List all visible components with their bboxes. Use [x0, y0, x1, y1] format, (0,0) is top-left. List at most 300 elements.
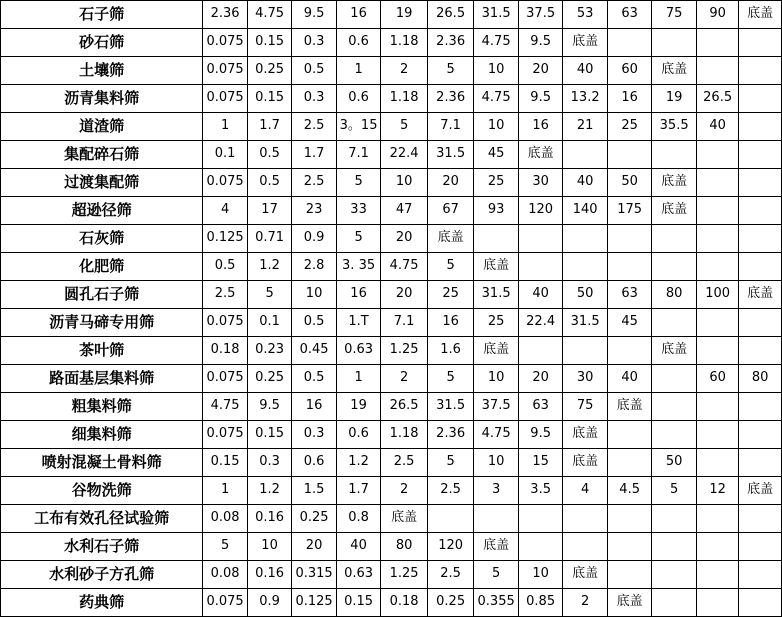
empty-cell [739, 85, 782, 113]
sieve-size-cell: 0.23 [247, 337, 292, 365]
sieve-size-cell: 0.3 [247, 449, 292, 477]
sieve-size-cell: 5 [336, 169, 381, 197]
sieve-size-cell: 2.5 [203, 281, 248, 309]
empty-cell [696, 505, 738, 533]
sieve-size-cell: 10 [292, 281, 337, 309]
sieve-size-cell: 0.075 [203, 309, 248, 337]
sieve-size-cell: 0.9 [247, 589, 292, 617]
table-row [1, 505, 782, 533]
sieve-size-cell: 0.25 [247, 365, 292, 393]
empty-cell [563, 141, 608, 169]
empty-cell [518, 225, 563, 253]
sieve-size-cell: 4.75 [474, 29, 519, 57]
sieve-size-cell: 0.3 [292, 85, 337, 113]
sieve-size-cell: 23 [292, 197, 337, 225]
sieve-size-cell: 10 [247, 533, 292, 561]
sieve-size-cell: 底盖 [381, 505, 428, 533]
sieve-size-cell: 20 [381, 281, 428, 309]
empty-cell [696, 561, 738, 589]
sieve-size-cell: 16 [427, 309, 474, 337]
table-row [1, 281, 782, 309]
table-row [1, 29, 782, 57]
sieve-size-cell: 33 [336, 197, 381, 225]
sieve-size-cell: 0.25 [292, 505, 337, 533]
sieve-size-cell: 0.075 [203, 169, 248, 197]
sieve-size-cell: 1.2 [247, 253, 292, 281]
sieve-size-cell: 1.25 [381, 337, 428, 365]
sieve-size-cell: 0.1 [247, 309, 292, 337]
sieve-size-cell: 0.08 [203, 505, 248, 533]
sieve-size-cell: 22.4 [381, 141, 428, 169]
empty-cell [696, 169, 738, 197]
sieve-size-cell: 67 [427, 197, 474, 225]
empty-cell [696, 29, 738, 57]
sieve-size-cell: 90 [696, 1, 738, 29]
sieve-type-label: 工布有效孔径试验筛 [1, 505, 203, 533]
sieve-size-cell: 1.18 [381, 85, 428, 113]
empty-cell [607, 449, 652, 477]
sieve-type-label: 细集料筛 [1, 421, 203, 449]
table-row [1, 85, 782, 113]
sieve-size-cell: 4.75 [474, 421, 519, 449]
sieve-size-cell: 40 [336, 533, 381, 561]
sieve-size-cell: 30 [518, 169, 563, 197]
empty-cell [696, 393, 738, 421]
sieve-size-cell: 120 [427, 533, 474, 561]
sieve-size-cell: 1 [336, 57, 381, 85]
sieve-size-cell: 10 [518, 561, 563, 589]
sieve-size-cell: 19 [336, 393, 381, 421]
table-row [1, 589, 782, 617]
sieve-size-cell: 5 [427, 365, 474, 393]
sieve-size-cell: 0.075 [203, 85, 248, 113]
sieve-size-cell: 底盖 [652, 337, 697, 365]
empty-cell [652, 561, 697, 589]
sieve-size-cell: 3。15 [336, 113, 381, 141]
table-row [1, 253, 782, 281]
empty-cell [739, 393, 782, 421]
sieve-size-cell: 2 [563, 589, 608, 617]
sieve-type-label: 超逊径筛 [1, 197, 203, 225]
sieve-size-cell: 26.5 [696, 85, 738, 113]
sieve-size-cell: 19 [381, 1, 428, 29]
sieve-size-cell: 40 [518, 281, 563, 309]
sieve-size-cell: 1.7 [336, 477, 381, 505]
empty-cell [696, 141, 738, 169]
sieve-size-cell: 45 [607, 309, 652, 337]
sieve-type-label: 沥青马碲专用筛 [1, 309, 203, 337]
empty-cell [696, 337, 738, 365]
sieve-size-cell: 0.63 [336, 561, 381, 589]
empty-cell [474, 225, 519, 253]
sieve-size-cell: 9.5 [518, 29, 563, 57]
sieve-size-cell: 0.63 [336, 337, 381, 365]
empty-cell [696, 57, 738, 85]
sieve-size-cell: 2.36 [427, 85, 474, 113]
sieve-size-cell: 4 [203, 197, 248, 225]
sieve-type-label: 化肥筛 [1, 253, 203, 281]
table-row [1, 197, 782, 225]
sieve-size-cell: 1.7 [292, 141, 337, 169]
sieve-size-cell: 0.6 [336, 29, 381, 57]
sieve-size-cell: 0.71 [247, 225, 292, 253]
sieve-size-cell: 底盖 [474, 533, 519, 561]
empty-cell [696, 197, 738, 225]
empty-cell [739, 337, 782, 365]
empty-cell [518, 505, 563, 533]
sieve-size-cell: 1.2 [336, 449, 381, 477]
empty-cell [739, 141, 782, 169]
sieve-size-cell: 10 [474, 57, 519, 85]
sieve-size-cell: 0.85 [518, 589, 563, 617]
sieve-size-cell: 17 [247, 197, 292, 225]
empty-cell [563, 505, 608, 533]
sieve-size-cell: 1.T [336, 309, 381, 337]
empty-cell [696, 421, 738, 449]
sieve-size-cell: 63 [607, 1, 652, 29]
sieve-size-cell: 2 [381, 477, 428, 505]
sieve-size-cell: 80 [652, 281, 697, 309]
sieve-size-cell: 底盖 [563, 449, 608, 477]
sieve-size-cell: 93 [474, 197, 519, 225]
sieve-size-cell: 2 [381, 57, 428, 85]
sieve-size-cell: 2.5 [427, 477, 474, 505]
empty-cell [607, 225, 652, 253]
sieve-size-cell: 37.5 [474, 393, 519, 421]
sieve-size-cell: 50 [607, 169, 652, 197]
empty-cell [652, 365, 697, 393]
empty-cell [607, 141, 652, 169]
sieve-size-cell: 0.075 [203, 365, 248, 393]
sieve-size-cell: 0.25 [427, 589, 474, 617]
empty-cell [607, 421, 652, 449]
empty-cell [607, 253, 652, 281]
sieve-size-cell: 0.15 [336, 589, 381, 617]
sieve-size-cell: 19 [652, 85, 697, 113]
table-row [1, 337, 782, 365]
sieve-size-cell: 80 [739, 365, 782, 393]
sieve-size-cell: 底盖 [607, 589, 652, 617]
sieve-size-cell: 底盖 [652, 57, 697, 85]
sieve-size-cell: 2.5 [381, 449, 428, 477]
empty-cell [739, 421, 782, 449]
sieve-size-cell: 0.15 [247, 29, 292, 57]
empty-cell [607, 337, 652, 365]
sieve-size-cell: 16 [292, 393, 337, 421]
sieve-size-cell: 4.75 [474, 85, 519, 113]
empty-cell [739, 561, 782, 589]
empty-cell [739, 29, 782, 57]
empty-cell [696, 309, 738, 337]
table-row [1, 533, 782, 561]
sieve-size-cell: 20 [427, 169, 474, 197]
sieve-size-cell: 1.18 [381, 29, 428, 57]
sieve-size-cell: 0.1 [203, 141, 248, 169]
sieve-size-cell: 20 [518, 57, 563, 85]
sieve-type-label: 过渡集配筛 [1, 169, 203, 197]
empty-cell [563, 533, 608, 561]
sieve-size-cell: 50 [563, 281, 608, 309]
sieve-size-cell: 75 [652, 1, 697, 29]
sieve-size-cell: 底盖 [427, 225, 474, 253]
sieve-size-cell: 2.36 [427, 421, 474, 449]
sieve-size-cell: 2.5 [292, 113, 337, 141]
sieve-size-cell: 底盖 [474, 253, 519, 281]
table-body [1, 1, 782, 617]
sieve-type-label: 集配碎石筛 [1, 141, 203, 169]
sieve-size-cell: 40 [696, 113, 738, 141]
sieve-size-cell: 0.125 [292, 589, 337, 617]
sieve-size-cell: 30 [563, 365, 608, 393]
sieve-size-cell: 1 [203, 113, 248, 141]
empty-cell [607, 29, 652, 57]
sieve-size-cell: 1.6 [427, 337, 474, 365]
sieve-size-cell: 120 [518, 197, 563, 225]
empty-cell [652, 533, 697, 561]
sieve-size-cell: 80 [381, 533, 428, 561]
sieve-type-label: 土壤筛 [1, 57, 203, 85]
sieve-size-cell: 0.315 [292, 561, 337, 589]
sieve-size-cell: 底盖 [739, 281, 782, 309]
sieve-size-cell: 0.125 [203, 225, 248, 253]
empty-cell [607, 533, 652, 561]
sieve-size-cell: 底盖 [739, 477, 782, 505]
sieve-size-cell: 31.5 [427, 141, 474, 169]
sieve-size-cell: 0.18 [381, 589, 428, 617]
sieve-size-cell: 0.3 [292, 29, 337, 57]
empty-cell [652, 505, 697, 533]
empty-cell [652, 253, 697, 281]
sieve-size-cell: 底盖 [518, 141, 563, 169]
sieve-type-label: 茶叶筛 [1, 337, 203, 365]
sieve-size-cell: 140 [563, 197, 608, 225]
sieve-size-cell: 4.75 [203, 393, 248, 421]
sieve-size-cell: 31.5 [474, 281, 519, 309]
sieve-size-cell: 31.5 [474, 1, 519, 29]
sieve-size-cell: 3.5 [518, 477, 563, 505]
sieve-size-cell: 4.75 [381, 253, 428, 281]
sieve-size-cell: 37.5 [518, 1, 563, 29]
sieve-size-cell: 5 [203, 533, 248, 561]
sieve-size-cell: 7.1 [336, 141, 381, 169]
sieve-size-cell: 16 [336, 281, 381, 309]
table-row [1, 309, 782, 337]
table-row [1, 449, 782, 477]
sieve-size-cell: 9.5 [518, 421, 563, 449]
sieve-type-label: 水利石子筛 [1, 533, 203, 561]
sieve-size-cell: 1 [203, 477, 248, 505]
empty-cell [696, 253, 738, 281]
table-row [1, 113, 782, 141]
sieve-size-cell: 26.5 [381, 393, 428, 421]
empty-cell [652, 309, 697, 337]
sieve-size-cell: 5 [427, 57, 474, 85]
empty-cell [739, 225, 782, 253]
sieve-size-cell: 175 [607, 197, 652, 225]
sieve-size-cell: 1.2 [247, 477, 292, 505]
sieve-size-cell: 3. 35 [336, 253, 381, 281]
empty-cell [607, 505, 652, 533]
sieve-size-cell: 0.8 [336, 505, 381, 533]
sieve-type-label: 沥青集料筛 [1, 85, 203, 113]
sieve-size-cell: 10 [474, 449, 519, 477]
empty-cell [739, 113, 782, 141]
empty-cell [518, 533, 563, 561]
sieve-size-cell: 20 [518, 365, 563, 393]
sieve-size-cell: 0.5 [247, 141, 292, 169]
empty-cell [696, 589, 738, 617]
sieve-size-cell: 0.9 [292, 225, 337, 253]
sieve-size-cell: 0.25 [247, 57, 292, 85]
sieve-size-cell: 0.15 [247, 85, 292, 113]
empty-cell [518, 337, 563, 365]
empty-cell [739, 309, 782, 337]
sieve-size-cell: 22.4 [518, 309, 563, 337]
sieve-size-cell: 0.15 [203, 449, 248, 477]
sieve-size-cell: 5 [427, 253, 474, 281]
empty-cell [607, 561, 652, 589]
sieve-size-cell: 4.5 [607, 477, 652, 505]
sieve-size-cell: 40 [563, 169, 608, 197]
sieve-size-cell: 2.8 [292, 253, 337, 281]
empty-cell [652, 589, 697, 617]
sieve-size-cell: 31.5 [563, 309, 608, 337]
sieve-size-cell: 1 [336, 365, 381, 393]
sieve-type-label: 谷物洗筛 [1, 477, 203, 505]
sieve-size-cell: 底盖 [563, 29, 608, 57]
sieve-size-cell: 0.45 [292, 337, 337, 365]
sieve-size-cell: 5 [336, 225, 381, 253]
sieve-size-cell: 0.5 [203, 253, 248, 281]
table-row [1, 57, 782, 85]
empty-cell [563, 253, 608, 281]
empty-cell [739, 57, 782, 85]
empty-cell [739, 449, 782, 477]
table-row [1, 141, 782, 169]
sieve-size-cell: 10 [474, 113, 519, 141]
sieve-size-cell: 25 [427, 281, 474, 309]
sieve-size-cell: 53 [563, 1, 608, 29]
sieve-size-cell: 100 [696, 281, 738, 309]
sieve-size-cell: 9.5 [518, 85, 563, 113]
sieve-size-cell: 0.5 [292, 57, 337, 85]
sieve-type-label: 粗集料筛 [1, 393, 203, 421]
sieve-size-cell: 50 [652, 449, 697, 477]
sieve-type-label: 石子筛 [1, 1, 203, 29]
sieve-type-label: 喷射混凝土骨料筛 [1, 449, 203, 477]
sieve-size-cell: 0.6 [336, 421, 381, 449]
sieve-size-cell: 0.075 [203, 29, 248, 57]
sieve-size-cell: 7.1 [381, 309, 428, 337]
sieve-size-cell: 15 [518, 449, 563, 477]
sieve-size-cell: 9.5 [292, 1, 337, 29]
sieve-size-cell: 7.1 [427, 113, 474, 141]
empty-cell [474, 505, 519, 533]
sieve-size-cell: 底盖 [474, 337, 519, 365]
sieve-size-cell: 26.5 [427, 1, 474, 29]
sieve-size-cell: 9.5 [247, 393, 292, 421]
sieve-size-cell: 底盖 [563, 421, 608, 449]
sieve-size-cell: 底盖 [563, 561, 608, 589]
empty-cell [652, 141, 697, 169]
empty-cell [696, 225, 738, 253]
sieve-size-cell: 5 [474, 561, 519, 589]
empty-cell [739, 589, 782, 617]
empty-cell [518, 253, 563, 281]
sieve-size-cell: 5 [427, 449, 474, 477]
empty-cell [563, 225, 608, 253]
table-row [1, 561, 782, 589]
sieve-type-label: 道渣筛 [1, 113, 203, 141]
sieve-size-cell: 5 [381, 113, 428, 141]
sieve-size-cell: 63 [518, 393, 563, 421]
empty-cell [652, 29, 697, 57]
sieve-size-cell: 0.3 [292, 421, 337, 449]
sieve-size-cell: 10 [381, 169, 428, 197]
sieve-size-cell: 5 [652, 477, 697, 505]
sieve-size-cell: 0.16 [247, 561, 292, 589]
sieve-size-cell: 0.6 [292, 449, 337, 477]
empty-cell [652, 421, 697, 449]
empty-cell [739, 169, 782, 197]
sieve-size-cell: 0.08 [203, 561, 248, 589]
sieve-type-label: 砂石筛 [1, 29, 203, 57]
sieve-size-cell: 底盖 [652, 169, 697, 197]
empty-cell [739, 505, 782, 533]
sieve-size-cell: 75 [563, 393, 608, 421]
sieve-size-cell: 47 [381, 197, 428, 225]
sieve-size-cell: 40 [563, 57, 608, 85]
sieve-size-cell: 12 [696, 477, 738, 505]
empty-cell [652, 225, 697, 253]
sieve-size-cell: 21 [563, 113, 608, 141]
sieve-size-cell: 0.075 [203, 57, 248, 85]
sieve-size-cell: 25 [607, 113, 652, 141]
sieve-size-cell: 1.7 [247, 113, 292, 141]
sieve-size-cell: 63 [607, 281, 652, 309]
sieve-size-cell: 31.5 [427, 393, 474, 421]
empty-cell [739, 533, 782, 561]
table-row [1, 169, 782, 197]
sieve-size-cell: 0.5 [247, 169, 292, 197]
sieve-size-cell: 3 [474, 477, 519, 505]
sieve-type-label: 水利砂子方孔筛 [1, 561, 203, 589]
sieve-size-cell: 0.355 [474, 589, 519, 617]
sieve-size-cell: 25 [474, 309, 519, 337]
sieve-size-cell: 1.18 [381, 421, 428, 449]
sieve-size-cell: 0.16 [247, 505, 292, 533]
sieve-size-cell: 4.75 [247, 1, 292, 29]
sieve-size-cell: 1.5 [292, 477, 337, 505]
sieve-size-cell: 0.5 [292, 309, 337, 337]
empty-cell [739, 197, 782, 225]
empty-cell [652, 393, 697, 421]
sieve-size-cell: 20 [292, 533, 337, 561]
sieve-size-cell: 16 [336, 1, 381, 29]
table-row [1, 421, 782, 449]
sieve-size-cell: 0.15 [247, 421, 292, 449]
table-row [1, 1, 782, 29]
table-row [1, 225, 782, 253]
sieve-size-cell: 35.5 [652, 113, 697, 141]
sieve-size-cell: 13.2 [563, 85, 608, 113]
empty-cell [696, 533, 738, 561]
sieve-size-cell: 底盖 [652, 197, 697, 225]
sieve-size-cell: 40 [607, 365, 652, 393]
sieve-size-cell: 底盖 [607, 393, 652, 421]
sieve-size-cell: 2.36 [203, 1, 248, 29]
sieve-size-cell: 2.5 [292, 169, 337, 197]
